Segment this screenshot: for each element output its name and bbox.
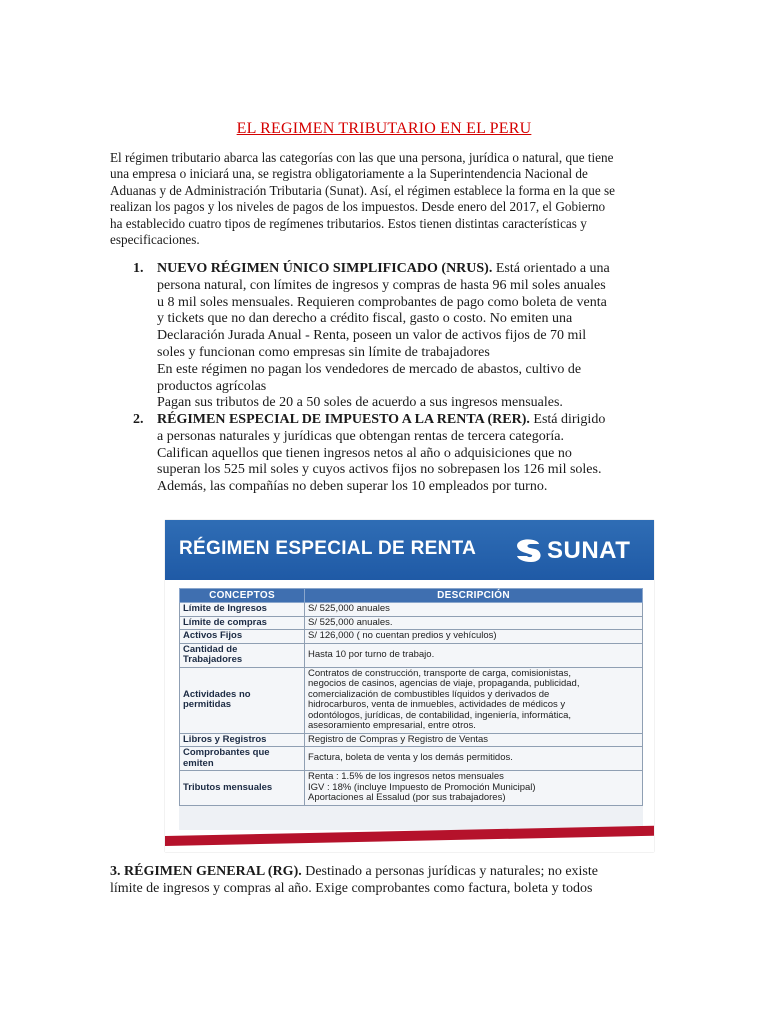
sunat-logo-text: SUNAT <box>547 537 631 564</box>
table-row <box>180 747 643 771</box>
list-item-heading: 3. RÉGIMEN GENERAL (RG). <box>110 864 302 879</box>
list-item-line: Declaración Jurada Anual - Renta, poseen un valor de activos fijos de 70 mil <box>157 328 587 344</box>
description-text: Contratos de construcción, transporte de carga, comisionistas, <box>308 668 571 679</box>
description-text: Aportaciones al Essalud (por sus trabajadores) <box>308 793 506 803</box>
list-item-text <box>157 412 657 496</box>
table-row <box>180 643 643 667</box>
list-item-number: 1. <box>133 261 144 276</box>
description-cell <box>305 643 643 667</box>
concept-text: Trabajadores <box>183 654 243 665</box>
concept-cell <box>180 643 305 667</box>
sunat-logo-icon <box>515 538 545 564</box>
table-body <box>180 603 643 806</box>
description-text: comercialización de combustibles líquidos y derivados de <box>308 689 550 700</box>
list-item-text <box>157 261 657 412</box>
list-item-text-rest: Está dirigido <box>529 412 606 427</box>
concept-text: permitidas <box>183 699 232 710</box>
list-item-line: Pagan sus tributos de 20 a 50 soles de acuerdo a sus ingresos mensuales. <box>157 395 563 411</box>
table-row <box>180 630 643 644</box>
card-title: RÉGIMEN ESPECIAL DE RENTA <box>179 538 477 559</box>
list-item-text <box>110 864 670 898</box>
concept-cell <box>180 747 305 771</box>
table-header-row <box>180 589 643 603</box>
description-text: asesoramiento empresarial, entre otros. <box>308 721 476 731</box>
intro-line: especificaciones. <box>110 232 200 248</box>
description-cell <box>305 630 643 644</box>
concept-cell <box>180 603 305 617</box>
concept-text: Comprobantes que <box>183 747 270 758</box>
description-cell <box>305 616 643 630</box>
concept-text: Cantidad de <box>183 643 238 655</box>
description-text: Registro de Compras y Registro de Ventas <box>308 734 489 745</box>
list-item-line: u 8 mil soles mensuales. Requieren comprobantes de pago como boleta de venta <box>157 294 607 310</box>
list-item-line: persona natural, con límites de ingresos y compras de hasta 96 mil soles anuales <box>157 277 606 293</box>
description-text: Factura, boleta de venta y los demás permitidos. <box>308 753 513 764</box>
table-row <box>180 616 643 630</box>
concept-cell <box>180 771 305 806</box>
intro-line: realizan los pagos y los niveles de pagos de los impuestos. Desde enero del 2017, el Gobierno <box>110 199 606 215</box>
list-item-line: superan los 525 mil soles y cuyos activos fijos no sobrepasen los 126 mil soles. <box>157 462 602 478</box>
concept-text: Activos Fijos <box>183 630 243 641</box>
list-item-text-rest: Está orientado a una <box>492 261 610 276</box>
list-item-heading: RÉGIMEN ESPECIAL DE IMPUESTO A LA RENTA (RER). <box>157 412 530 427</box>
table-row <box>180 733 643 747</box>
intro-paragraph <box>110 150 658 248</box>
list-item-line: soles y funcionan como empresas sin límite de trabajadores <box>157 344 490 360</box>
description-cell <box>305 747 643 771</box>
regimen-table <box>179 588 643 806</box>
intro-line: El régimen tributario abarca las categorías con las que una persona, jurídica o natural, que tiene <box>110 150 614 165</box>
column-header-descripcion: DESCRIPCIÓN <box>305 589 643 603</box>
concept-text: Libros y Registros <box>183 733 267 745</box>
concept-cell <box>180 616 305 630</box>
list-item-line: Califican aquellos que tienen ingresos netos al año o adquisiciones que no <box>157 445 572 461</box>
description-text: hidrocarburos, venta de inmuebles, actividades de médicos y <box>308 700 566 710</box>
description-text: odontólogos, jurídicas, de contabilidad, ingeniería, informática, <box>308 710 571 721</box>
description-text: S/ 525,000 anuales. <box>308 617 393 628</box>
concept-text: emiten <box>183 757 214 769</box>
description-cell <box>305 667 643 733</box>
description-cell <box>305 771 643 806</box>
intro-line: Aduanas y de Administración Tributaria (Sunat). Así, el régimen establece la forma en la que se <box>110 182 616 198</box>
column-header-conceptos: CONCEPTOS <box>180 589 305 603</box>
regimen-especial-card <box>165 520 654 852</box>
description-cell <box>305 733 643 747</box>
description-text: Hasta 10 por turno de trabajo. <box>308 649 435 660</box>
table-row <box>180 603 643 617</box>
concept-text: Límite de compras <box>183 616 267 628</box>
concept-text: Límite de Ingresos <box>183 603 267 614</box>
list-item-line: y tickets que no dan derecho a crédito fiscal, gasto o costo. No emiten una <box>157 311 573 327</box>
description-text: negocios de casinos, agencias de viaje, propaganda, publicidad, <box>308 679 580 689</box>
concept-text: Tributos mensuales <box>183 781 273 793</box>
description-text: IGV : 18% (incluye Impuesto de Promoción Municipal) <box>308 782 536 793</box>
description-text: S/ 126,000 ( no cuentan predios y vehículos) <box>308 631 497 641</box>
concept-text: Actividades no <box>183 688 251 700</box>
list-item-line: productos agrícolas <box>157 378 267 394</box>
concept-cell <box>180 630 305 644</box>
concept-cell <box>180 667 305 733</box>
list-item-text-rest: Destinado a personas jurídicas y naturales; no existe <box>301 864 598 879</box>
table-row <box>180 667 643 733</box>
list-item-number: 2. <box>133 412 144 427</box>
list-item-line: Además, las compañías no deben superar los 10 empleados por turno. <box>157 479 548 495</box>
list-item-heading: NUEVO RÉGIMEN ÚNICO SIMPLIFICADO (NRUS). <box>157 261 493 276</box>
document-title: EL REGIMEN TRIBUTARIO EN EL PERU <box>236 120 532 137</box>
description-cell <box>305 603 643 617</box>
sunat-logo <box>515 536 645 566</box>
description-text: S/ 525,000 anuales <box>308 604 390 614</box>
intro-line: ha establecido cuatro tipos de regímenes tributarios. Estos tienen distintas características y <box>110 215 587 231</box>
description-text: Renta : 1.5% de los ingresos netos mensuales <box>308 772 504 782</box>
concept-cell <box>180 733 305 747</box>
table-row <box>180 771 643 806</box>
list-item-line: En este régimen no pagan los vendedores de mercado de abastos, cultivo de <box>157 361 582 377</box>
list-item-line: límite de ingresos y compras al año. Exige comprobantes como factura, boleta y todos <box>110 880 593 896</box>
card-header <box>165 520 654 580</box>
list-item-line: a personas naturales y jurídicas que obtengan rentas de tercera categoría. <box>157 428 564 444</box>
intro-line: una empresa o iniciará una, se registra obligatoriamente a la Superintendencia Nacional de <box>110 166 588 182</box>
